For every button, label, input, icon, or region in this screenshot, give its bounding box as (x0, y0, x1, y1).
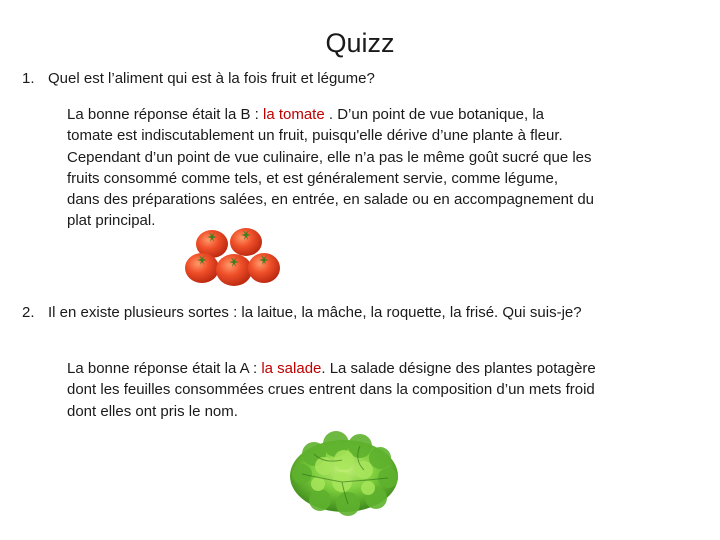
lettuce-image (284, 426, 404, 516)
answer-line (67, 358, 596, 379)
answer-line (67, 104, 594, 125)
question-text: Quel est l’aliment qui est à la fois fruit et légume? (48, 70, 375, 87)
question-2 (22, 302, 582, 324)
tomatoes-image (182, 222, 282, 294)
answer-line: tomate est indiscutablement un fruit, puisqu'elle dérive d’une plante à fleur. (67, 127, 563, 145)
question-number: 1. (22, 70, 35, 87)
page-title: Quizz (325, 28, 395, 58)
answer-line: dont les feuilles consommées crues entrent dans la composition d’un mets froid (67, 381, 595, 399)
answer-1 (67, 104, 594, 232)
answer-line: plat principal. (67, 212, 156, 230)
question-number: 2. (22, 304, 35, 321)
answer-line: fruits consommé comme tels, et est généralement servie, comme légume, (67, 169, 559, 187)
answer-line: dans des préparations salées, en entrée, en salade ou en accompagnement du (67, 191, 595, 209)
answer-suffix: . D’un point de vue botanique, la (324, 106, 545, 123)
answer-2 (67, 358, 596, 422)
question-text: Il en existe plusieurs sortes : la laitue, la mâche, la roquette, la frisé. Qui suis-je? (48, 304, 582, 321)
correct-answer-highlight: la salade (261, 360, 322, 377)
answer-line: Cependant d’un point de vue culinaire, elle n’a pas le même goût sucré que les (67, 148, 592, 166)
answer-line: dont elles ont pris le nom. (67, 402, 238, 420)
question-1 (22, 68, 375, 90)
answer-suffix: . La salade désigne des plantes potagère (321, 360, 596, 377)
answer-prefix: La bonne réponse était la A : (67, 360, 262, 377)
correct-answer-highlight: la tomate (262, 106, 325, 123)
answer-prefix: La bonne réponse était la B : (67, 106, 263, 123)
